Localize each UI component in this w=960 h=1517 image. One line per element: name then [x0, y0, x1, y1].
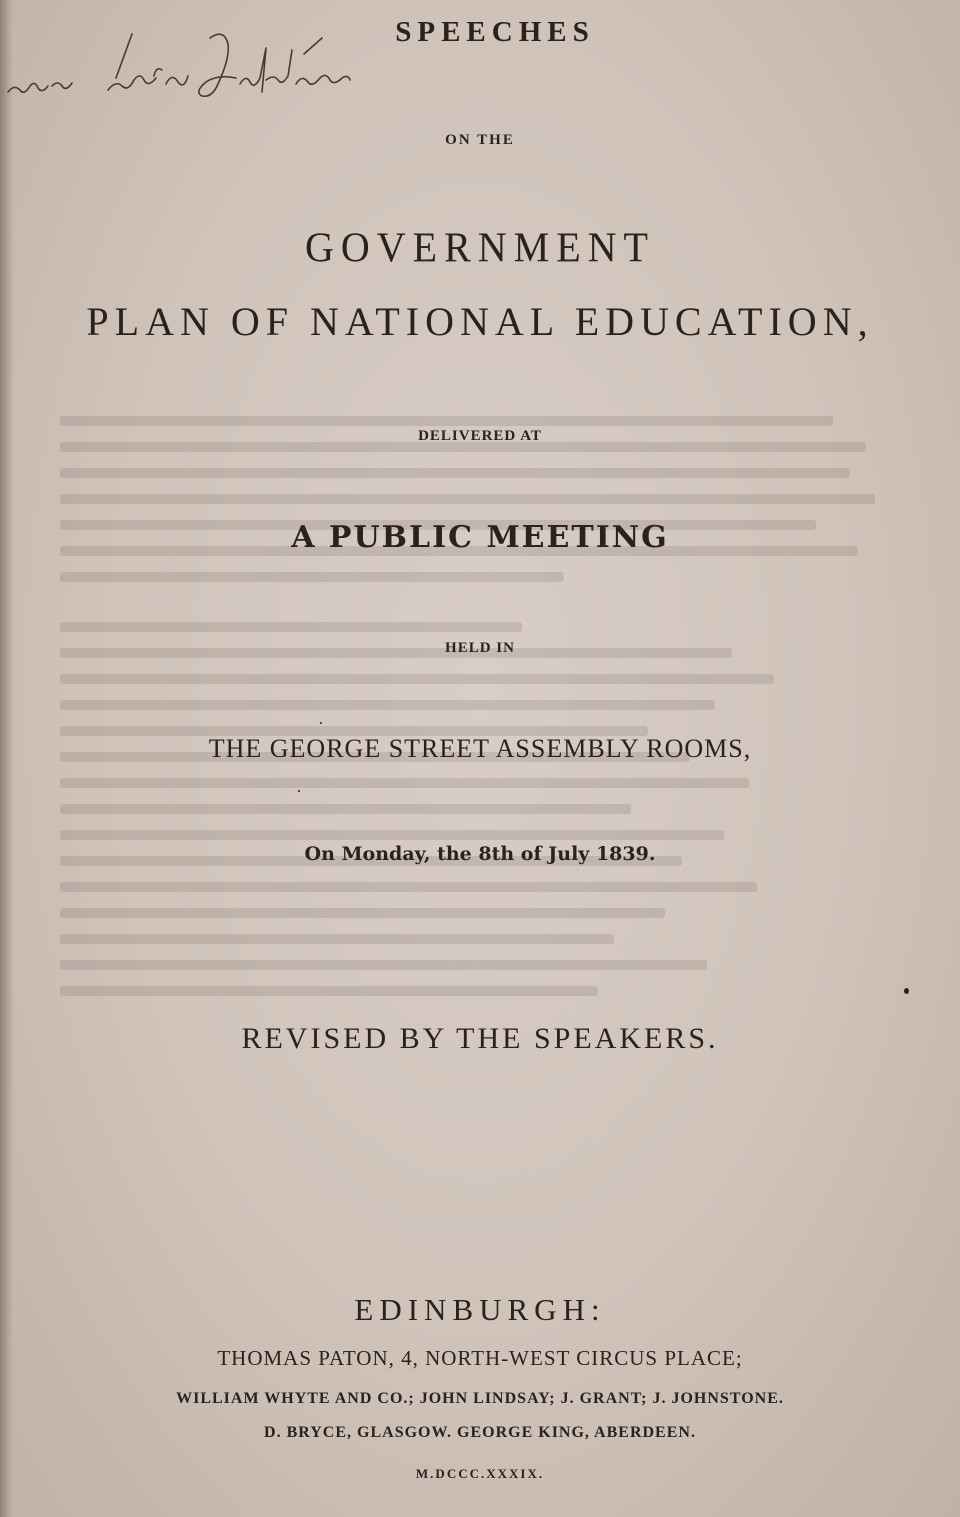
imprint-publisher-2: WILLIAM WHYTE AND CO.; JOHN LINDSAY; J. GRANT; J. JOHNSTONE.	[176, 1390, 784, 1407]
imprint-year: M.DCCC.XXXIX.	[415, 1466, 545, 1481]
ink-speck	[320, 722, 322, 724]
revised-by-speakers: REVISED BY THE SPEAKERS.	[241, 1022, 719, 1055]
title-government: GOVERNMENT	[305, 223, 655, 272]
venue-line: THE GEORGE STREET ASSEMBLY ROOMS,	[208, 734, 752, 763]
public-meeting-heading: A PUBLIC MEETING	[291, 520, 669, 555]
held-in-label: HELD IN	[445, 640, 515, 656]
imprint-publisher-3: D. BRYCE, GLASGOW. GEORGE KING, ABERDEEN.	[264, 1424, 696, 1441]
ink-speck	[904, 988, 909, 994]
meeting-date: On Monday, the 8th of July 1839.	[304, 843, 656, 865]
title-on-the: ON THE	[445, 132, 515, 148]
title-speeches: SPEECHES	[395, 16, 595, 48]
delivered-at-label: DELIVERED AT	[418, 428, 542, 444]
imprint-publisher-1: THOMAS PATON, 4, NORTH-WEST CIRCUS PLACE;	[217, 1346, 743, 1370]
imprint-city: EDINBURGH:	[354, 1292, 606, 1327]
title-plan-of-national-education: PLAN OF NATIONAL EDUCATION,	[86, 299, 874, 344]
ink-speck	[298, 790, 300, 792]
